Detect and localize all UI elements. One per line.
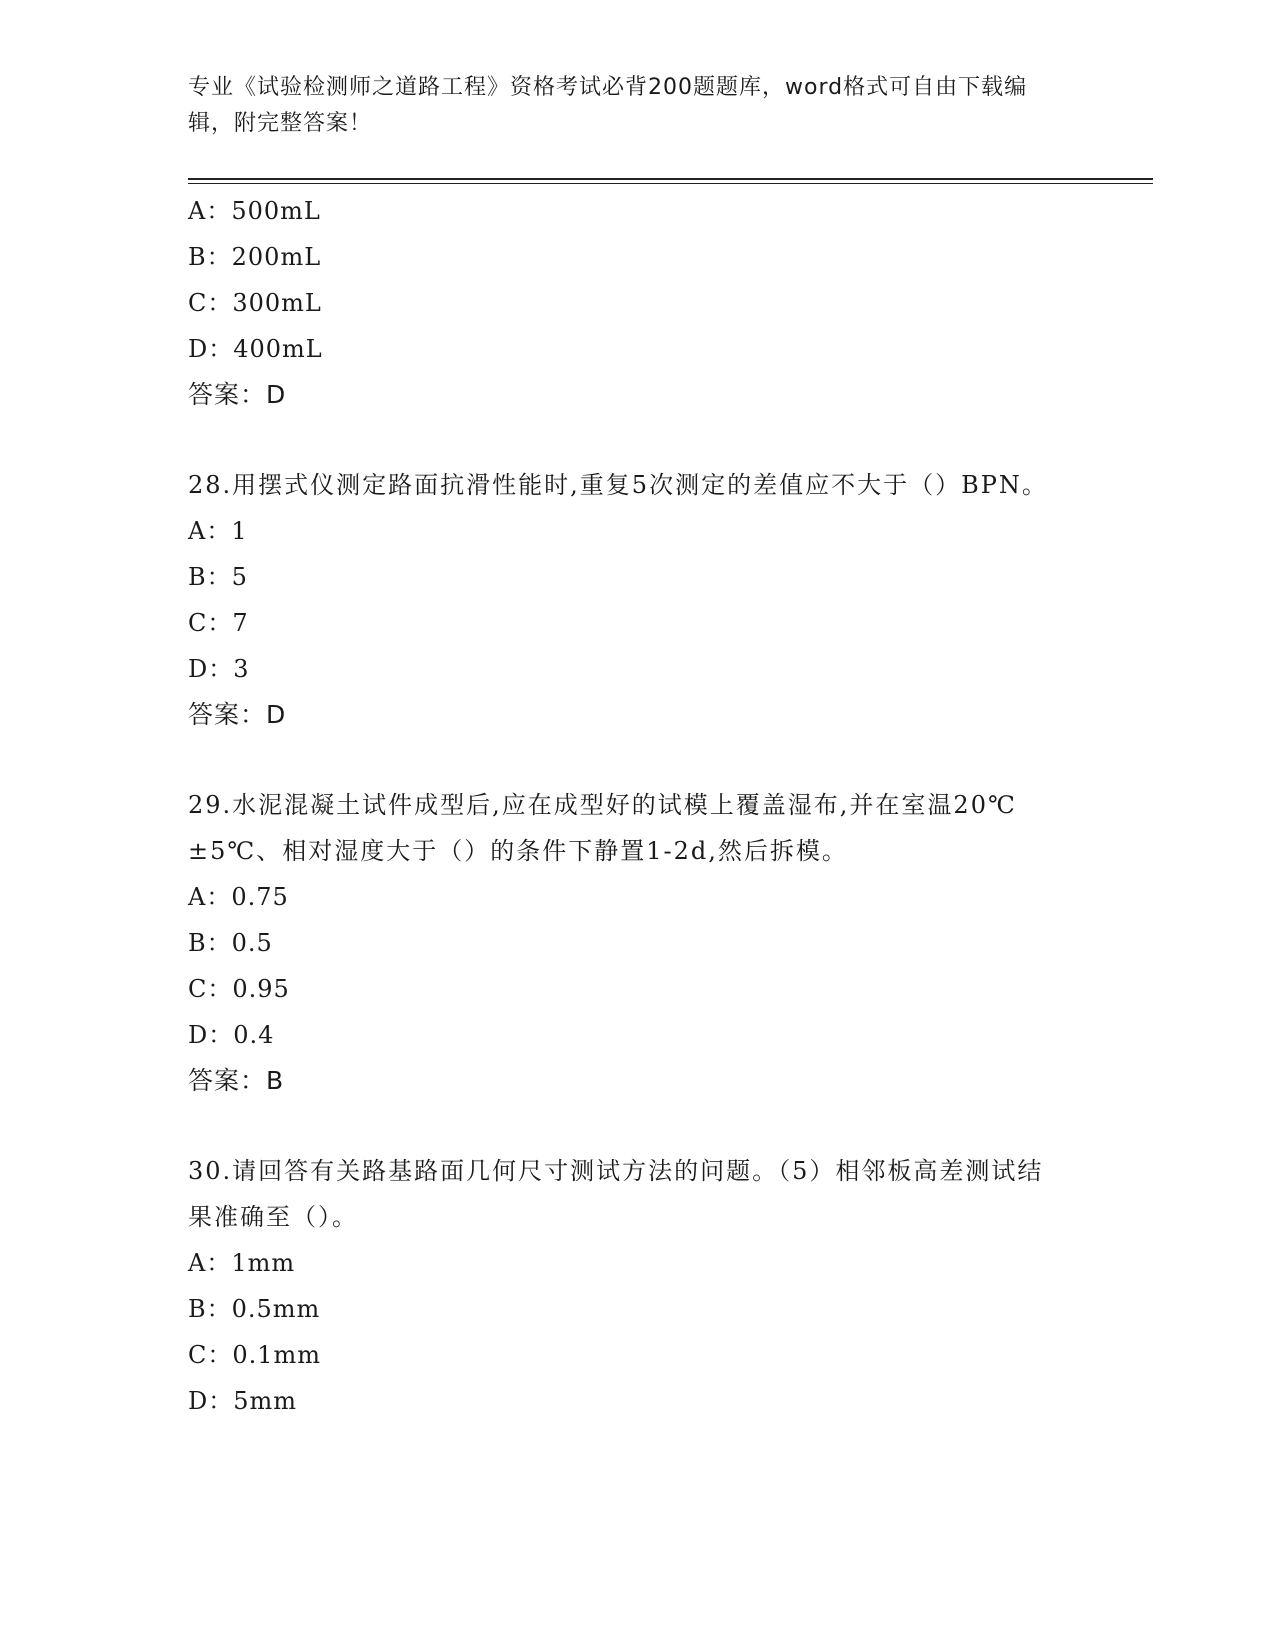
question-list (188, 188, 1068, 1424)
option-b: B：5 (188, 563, 248, 591)
answer-line: 答案：D (188, 380, 287, 409)
option-d: D：400mL (188, 335, 323, 363)
question-text: 29.水泥混凝土试件成型后,应在成型好的试模上覆盖湿布,并在室温20℃±5℃、相对湿度大于（）的条件下静置1-2d,然后拆模。 (188, 791, 1017, 865)
option-c: C：0.95 (188, 975, 290, 1003)
option-a: A：1 (188, 517, 248, 545)
header-divider-thick (188, 178, 1153, 180)
option-b: B：0.5 (188, 929, 273, 957)
question-block-27 (188, 188, 1068, 418)
question-text: 28.用摆式仪测定路面抗滑性能时,重复5次测定的差值应不大于（）BPN。 (188, 471, 1048, 499)
document-header: 专业《试验检测师之道路工程》资格考试必背200题题库，word格式可自由下载编辑，附完整答案！ (188, 75, 1028, 136)
answer-line: 答案：B (188, 1066, 285, 1095)
answer-line: 答案：D (188, 700, 287, 729)
question-block-28 (188, 462, 1068, 738)
option-c: C：300mL (188, 289, 322, 317)
option-d: D：3 (188, 655, 250, 683)
question-block-30 (188, 1148, 1068, 1424)
option-a: A：500mL (188, 197, 321, 225)
option-a: A：1mm (188, 1249, 296, 1277)
option-d: D：0.4 (188, 1021, 275, 1049)
option-c: C：7 (188, 609, 249, 637)
option-d: D：5mm (188, 1387, 298, 1415)
option-c: C：0.1mm (188, 1341, 322, 1369)
option-b: B：200mL (188, 243, 322, 271)
option-a: A：0.75 (188, 883, 289, 911)
header-divider-thin (188, 183, 1153, 184)
question-text: 30.请回答有关路基路面几何尺寸测试方法的问题。（5）相邻板高差测试结果准确至（）。 (188, 1157, 1044, 1231)
question-block-29 (188, 782, 1068, 1104)
option-b: B：0.5mm (188, 1295, 321, 1323)
